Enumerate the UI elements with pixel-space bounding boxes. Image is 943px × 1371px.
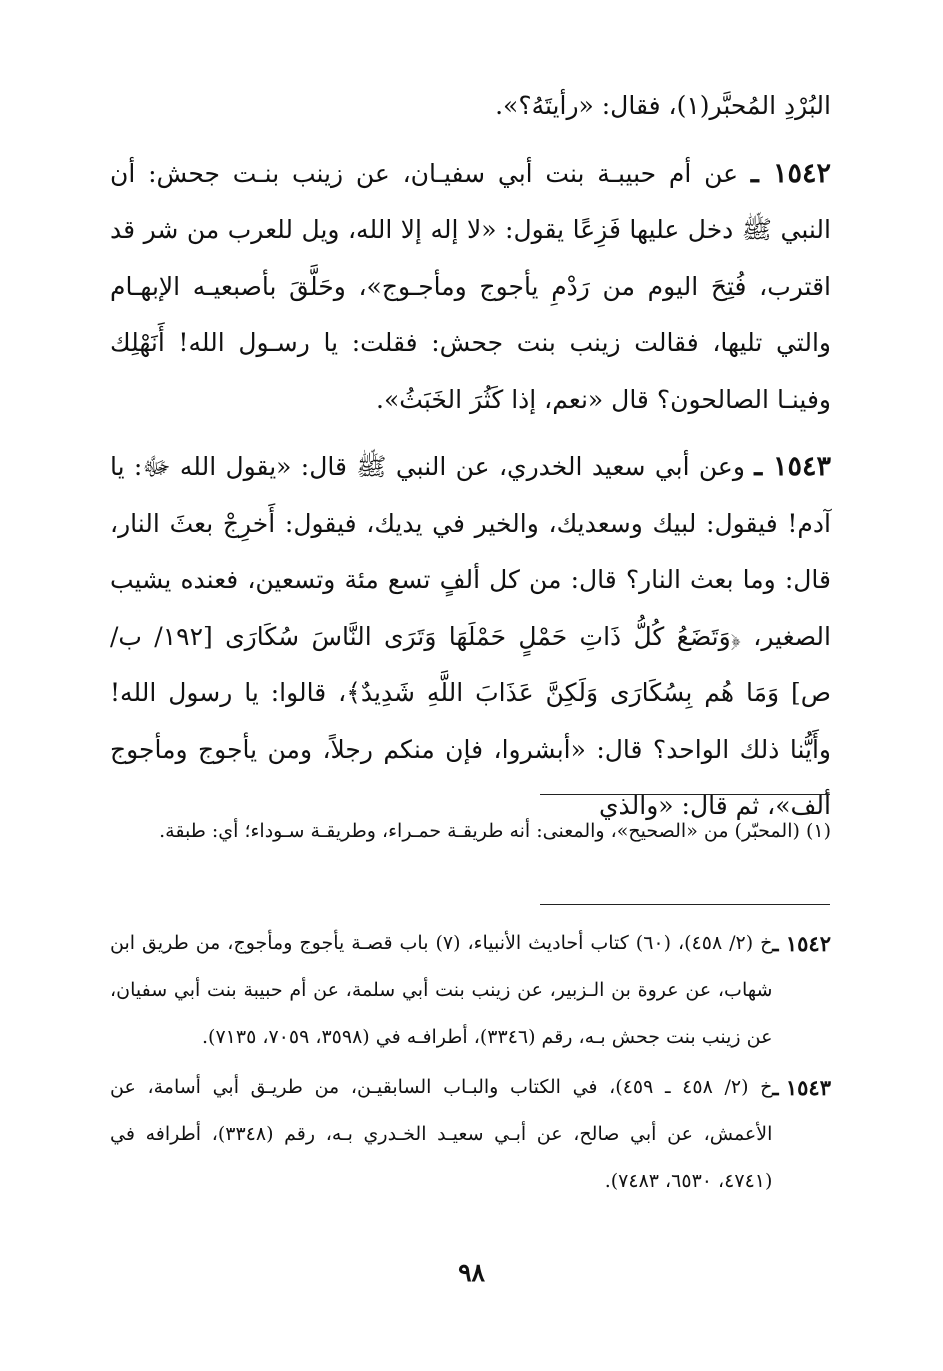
reference-1543 [110,1064,831,1205]
hadith-number-1543: ١٥٤٣ ـ [754,451,831,482]
hadith-text-1543: وعن أبي سعيد الخدري، عن النبي ﷺ قال: «يقول الله ﷻ: يا آدم! فيقول: لبيك وسعديك، والخير في يديك، فيقول: أَخرِجْ بعثَ النار، قال: وما بعث النار؟ قال: من كل ألفٍ تسع مئة وتسعين، فعنده يشيب الصغير، ﴿وَتَضَعُ كُلُّ ذَاتِ حَمْلٍ حَمْلَهَا وَتَرَى النَّاسَ سُكَارَى [١٩٢/ ب/ ص] وَمَا هُم بِسُكَارَى وَلَكِنَّ عَذَابَ اللَّهِ شَدِيدٌ﴾، قالوا: يا رسول الله! وأَيُّنا ذلك الواحد؟ قال: «أبشروا، فإن منكم رجلاً، ومن يأجوج ومأجوج ألف»، ثم قال: «والذي [110,452,831,820]
hadith-number-1542: ١٥٤٢ ـ [750,157,831,189]
opening-line [110,78,831,135]
footnote-divider [540,794,830,795]
reference-number-1543: ١٥٤٣ ـ [772,1075,831,1100]
reference-text-1543: خ (٢/ ٤٥٨ ـ ٤٥٩)، في الكتاب والبـاب السابقيـن، من طريـق أبي أسامة، عن الأعمش، عن أبي صالح، عن أبـي سعيـد الخـدري بـه، رقم (٣٣٤٨)، أطرافه في (٤٧٤١، ٦٥٣٠، ٧٤٨٣). [110,1076,773,1192]
footnote-text: (١) (المحبّر) من «الصحيح»، والمعنى: أنه طريقـة حمـراء، وطريقـة سـوداء؛ أي: طبقة. [159,820,831,842]
hadith-1542 [110,146,831,429]
main-text [110,78,831,835]
reference-number-1542: ١٥٤٢ ـ [772,931,831,956]
reference-1542 [110,920,831,1061]
reference-text-1542: خ (٢/ ٤٥٨)، (٦٠) كتاب أحاديث الأنبياء، (٧) باب قصـة يأجوج ومأجوج، من طريق ابن شهاب، عن عروة بن الـزبير، عن زينب بنت أبي سلمة، عن أم حبيبة بنت أبي سفيان، عن زينب بنت جحش بـه، رقم (٣٣٤٦)، أطرافـه في (٣٥٩٨، ٧٠٥٩، ٧١٣٥). [110,932,773,1048]
references [110,920,831,1208]
footnote [110,808,831,854]
opening-line-text: البُرْدِ المُحبَّر(١)، فقال: «رأيتَهُ؟». [495,91,831,120]
page-number: ٩٨ [458,1258,485,1287]
hadith-1543 [110,439,831,835]
references-divider [540,904,830,905]
hadith-text-1542: عن أم حبيبـة بنت أبي سفيـان، عن زينب بنـت جحش: أن النبي ﷺ دخل عليها فَزِعًا يقول: «لا إله إلا الله، ويل للعرب من شر قد اقترب، فُتِحَ اليوم من رَدْمِ يأجوج ومأجـوج»، وحَلَّقَ بأصبعيـه الإبهـام والتي تليها، فقالت زينب بنت جحش: فقلت: يا رسـول الله! أَنَهْلِك وفينـا الصالحون؟ قال «نعم، إذا كَثُرَ الخَبَثُ». [110,158,831,414]
